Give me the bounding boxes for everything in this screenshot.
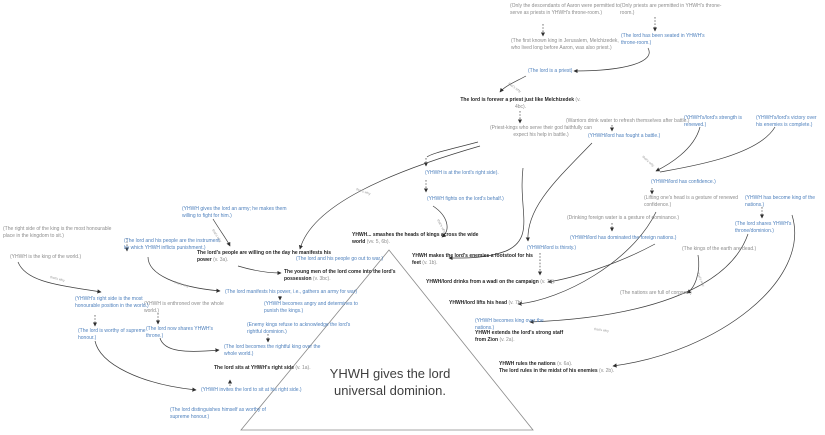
arrow-label: that's why [355, 187, 372, 197]
verse-ref: (v. 1b). [422, 259, 438, 266]
statement-text: YHWH extends the lord's strong staff from Zion [475, 330, 564, 343]
claim-strength-renewed: (YHWH's/lord's strength is renewed.) [684, 115, 743, 128]
statement-text: YHWH rules the nations [499, 361, 556, 367]
claim-gives-army: (YHWH gives the lord an army; he makes them willing to fight for him.) [182, 206, 287, 219]
arrow-label: that's why [173, 280, 190, 289]
premise-warriors-drink: (Warriors drink water to refresh themselves after battle.) [566, 118, 690, 124]
statement-text: YHWH/lord lifts his head [449, 300, 508, 306]
arrow-label: that's why [507, 81, 522, 94]
main-title-line2: universal dominion. [333, 382, 446, 398]
verse-ref: (v. 2b). [599, 368, 615, 374]
premise-aaron-descendants: (Only the descendants of Aaron were permitted to serve as priests in YHWH's throne-room.) [510, 3, 621, 16]
claim-lord-is-priest: (The lord is a priest) [528, 68, 573, 74]
verse-ref: (v. 3a). [213, 256, 229, 263]
premise-right-side-of-king: (The right side of the king is the most honourable place in the kingdom to sit.) [3, 226, 112, 239]
statement-drinks-wadi [426, 279, 586, 286]
statement-text: The lord sits at YHWH's right side [214, 365, 294, 371]
premise-priest-kings: (Priest-kings who serve their god faithfully can expect his help in battle.) [490, 125, 592, 138]
verse-ref: (vv. 5, 6b). [366, 238, 390, 245]
claim-becomes-king-over-nations: (YHWH becomes king over the nations.) [475, 318, 544, 331]
statement-smashes-heads [352, 232, 480, 245]
premise-only-priests: (Only priests are permitted in YHWH's throne-room.) [620, 3, 722, 16]
main-title [312, 366, 468, 399]
verse-ref: (v. 4bc). [514, 97, 581, 110]
statement-text: YHWH/lord drinks from a wadi on the campaign [426, 279, 539, 285]
claim-becomes-angry: (YHWH becomes angry and determines to punish the kings.) [264, 301, 358, 314]
premise-yhwh-king-of-world: (YHWH is the king of the world.) [10, 254, 82, 260]
claim-fights-on-behalf: (YHWH fights on the lord's behalf.) [427, 196, 504, 202]
verse-ref: (v. 6a). [557, 361, 573, 367]
arrow-label: that's why [211, 228, 223, 244]
verse-ref: (v. 2a). [499, 336, 515, 343]
statement-footstool [412, 253, 542, 266]
arrow-label: that's why [49, 275, 66, 283]
verse-ref: (v. 3bc). [312, 275, 331, 282]
premise-first-known-king: (The first known king in Jerusalem, Melchizedek, who lived long before Aaron, was also priest.) [511, 38, 619, 51]
arrow-label: that's why [641, 154, 656, 168]
premise-drinking-foreign-water: (Drinking foreign water is a gesture of dominance.) [567, 215, 679, 221]
statement-rules-midst-enemies [499, 368, 679, 375]
claim-now-shares-throne: (The lord now shares YHWH's throne.) [146, 326, 213, 339]
claim-enemy-kings-refuse: (Enemy kings refuse to acknowledge the lord's rightful dominion.) [247, 322, 351, 335]
statement-text: The lord is forever a priest just like Melchizedek [460, 97, 575, 103]
premise-nations-full-of-corpses: (The nations are full of corpses.) [620, 290, 692, 296]
verse-ref: (v. 7b). [508, 300, 524, 306]
main-title-line1: YHWH gives the lord [329, 366, 451, 381]
arrow-label: that's why [593, 327, 610, 334]
statement-text: The young men of the lord come into the lord's possession [284, 269, 396, 282]
claim-manifests-power: (The lord manifests his power, i.e., gathers an army for war) [225, 289, 357, 295]
claim-victory-complete: (YHWH's/lord's victory over his enemies is complete.) [756, 115, 817, 128]
premise-yhwh-enthroned: (YHWH is enthroned over the whole world.) [144, 301, 224, 314]
claim-fought-battle: (YHWH/lord has fought a battle.) [588, 133, 661, 139]
statement-text: YHWH... smashes the heads of kings across the wide world [352, 232, 479, 245]
claim-lord-seated: (The lord has been seated in YHWH's throne-room.) [621, 33, 705, 46]
statement-priest-melchizedek [458, 97, 583, 110]
claim-dominated-nations: (YHWH/lord has dominated the foreign nations.) [570, 235, 677, 241]
claim-worthy-of-honour: (The lord is worthy of supreme honour.) [78, 328, 146, 341]
statement-people-willing [197, 250, 335, 263]
claim-has-confidence: (YHWH/lord has confidence.) [651, 179, 716, 185]
statement-text: The lord's people are willing on the day he manifests his power [197, 250, 331, 263]
premise-lifting-head: (Lifting one's head is a gesture of renewed confidence.) [644, 195, 739, 208]
statement-text: The lord rules in the midst of his enemies [499, 368, 598, 374]
claim-shares-throne-dominion: (The lord shares YHWH's throne/dominion.) [735, 221, 792, 234]
claim-at-lords-right-side: (YHWH is at the lord's right side). [425, 170, 499, 176]
claim-instrument-of-punishment: (The lord and his people are the instrument by which YHWH inflicts punishment.) [124, 238, 220, 251]
statement-young-men [284, 269, 424, 282]
claim-rightful-king: (The lord becomes the rightful king over the whole world.) [224, 344, 321, 357]
arrow-label: that's why [436, 218, 447, 234]
statement-rules-nations [499, 361, 659, 368]
claim-right-side-honourable: (YHWH's right side is the most honourable position in the world.) [75, 296, 149, 309]
claim-go-out-to-war: (The lord and his people go out to war.) [296, 256, 383, 262]
claim-distinguishes-himself: (The lord distinguishes himself as worthy of supreme honour.) [170, 407, 266, 420]
claim-king-of-nations: (YHWH has become king of the nations.) [745, 195, 816, 208]
premise-kings-of-earth-dead: (The kings of the earth are dead.) [682, 246, 757, 252]
verse-ref: (v. 7a). [540, 279, 556, 285]
arrow-label: that's why [696, 271, 706, 288]
statement-text: YHWH makes the lord's enemies a footstool for his feet [412, 253, 533, 266]
claim-invites-to-sit: (YHWH invites the lord to sit at his right side.) [201, 387, 302, 393]
statement-lifts-head [449, 300, 559, 307]
statement-extends-staff [475, 330, 565, 343]
verse-ref: (v. 1a). [295, 365, 311, 371]
claim-thirsty: (YHWH/lord is thirsty.) [527, 245, 577, 251]
